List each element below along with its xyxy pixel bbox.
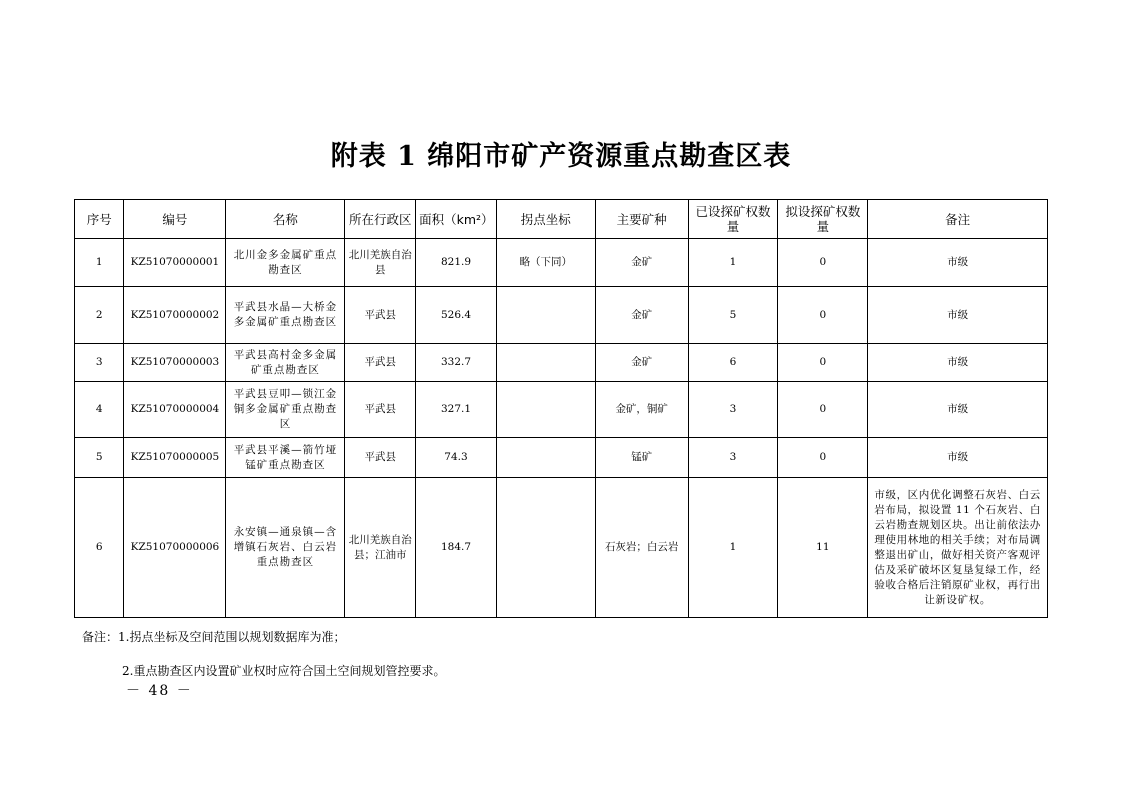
cell-region: 北川羌族自治县 bbox=[345, 239, 416, 287]
cell-coords bbox=[496, 287, 595, 344]
cell-mineral: 金矿 bbox=[595, 287, 688, 344]
col-header-coords: 拐点坐标 bbox=[496, 200, 595, 239]
cell-region: 平武县 bbox=[345, 344, 416, 382]
col-header-mineral: 主要矿种 bbox=[595, 200, 688, 239]
cell-existing: 3 bbox=[688, 382, 778, 438]
col-header-no: 序号 bbox=[75, 200, 124, 239]
cell-mineral: 金矿 bbox=[595, 239, 688, 287]
table-header-row bbox=[75, 200, 1048, 239]
cell-mineral: 金矿，铜矿 bbox=[595, 382, 688, 438]
cell-mineral: 石灰岩；白云岩 bbox=[595, 478, 688, 618]
col-header-region: 所在行政区 bbox=[345, 200, 416, 239]
col-header-area: 面积（km²） bbox=[416, 200, 497, 239]
cell-coords bbox=[496, 438, 595, 478]
cell-planned: 0 bbox=[778, 344, 868, 382]
cell-remark: 市级 bbox=[868, 239, 1048, 287]
note-label: 备注： bbox=[82, 630, 119, 644]
table-row bbox=[75, 239, 1048, 287]
cell-remark: 市级 bbox=[868, 287, 1048, 344]
cell-area: 327.1 bbox=[416, 382, 497, 438]
cell-code: KZ51070000003 bbox=[124, 344, 226, 382]
cell-area: 821.9 bbox=[416, 239, 497, 287]
cell-no: 3 bbox=[75, 344, 124, 382]
cell-existing: 1 bbox=[688, 478, 778, 618]
table-row bbox=[75, 287, 1048, 344]
cell-code: KZ51070000001 bbox=[124, 239, 226, 287]
cell-existing: 6 bbox=[688, 344, 778, 382]
table-row bbox=[75, 438, 1048, 478]
note-2: 2.重点勘查区内设置矿业权时应符合国土空间规划管控要求。 bbox=[122, 664, 446, 678]
cell-name: 永安镇—通泉镇—含增镇石灰岩、白云岩重点勘查区 bbox=[226, 478, 345, 618]
cell-name: 平武县高村金多金属矿重点勘查区 bbox=[226, 344, 345, 382]
cell-existing: 3 bbox=[688, 438, 778, 478]
table-row bbox=[75, 344, 1048, 382]
cell-coords: 略（下同） bbox=[496, 239, 595, 287]
cell-code: KZ51070000005 bbox=[124, 438, 226, 478]
cell-name: 平武县平溪—箭竹垭锰矿重点勘查区 bbox=[226, 438, 345, 478]
cell-mineral: 金矿 bbox=[595, 344, 688, 382]
cell-name: 平武县水晶—大桥金多金属矿重点勘查区 bbox=[226, 287, 345, 344]
cell-coords bbox=[496, 478, 595, 618]
cell-name: 北川金多金属矿重点勘查区 bbox=[226, 239, 345, 287]
cell-area: 526.4 bbox=[416, 287, 497, 344]
note-1 bbox=[82, 620, 445, 654]
cell-existing: 5 bbox=[688, 287, 778, 344]
cell-area: 332.7 bbox=[416, 344, 497, 382]
cell-name: 平武县豆叩—锁江金铜多金属矿重点勘查区 bbox=[226, 382, 345, 438]
cell-area: 184.7 bbox=[416, 478, 497, 618]
cell-coords bbox=[496, 344, 595, 382]
cell-no: 2 bbox=[75, 287, 124, 344]
cell-planned: 11 bbox=[778, 478, 868, 618]
cell-coords bbox=[496, 382, 595, 438]
table-notes bbox=[82, 620, 445, 688]
cell-planned: 0 bbox=[778, 382, 868, 438]
note-1-text: 1.拐点坐标及空间范围以规划数据库为准； bbox=[118, 630, 346, 644]
cell-no: 5 bbox=[75, 438, 124, 478]
cell-no: 6 bbox=[75, 478, 124, 618]
cell-remark: 市级，区内优化调整石灰岩、白云岩布局，拟设置 11 个石灰岩、白云岩勘查规划区块。出让前依法办理使用林地的相关手续；对布局调整退出矿山，做好相关资产客观评估及采矿破坏区复垦复绿工作，经验收合格后注销原矿业权，再行出让新设矿权。 bbox=[868, 478, 1048, 618]
col-header-remark: 备注 bbox=[868, 200, 1048, 239]
cell-remark: 市级 bbox=[868, 438, 1048, 478]
cell-code: KZ51070000002 bbox=[124, 287, 226, 344]
cell-code: KZ51070000004 bbox=[124, 382, 226, 438]
cell-remark: 市级 bbox=[868, 344, 1048, 382]
cell-no: 4 bbox=[75, 382, 124, 438]
table-row bbox=[75, 382, 1048, 438]
cell-existing: 1 bbox=[688, 239, 778, 287]
page-title: 附表 1 绵阳市矿产资源重点勘查区表 bbox=[330, 141, 792, 172]
cell-region: 北川羌族自治县；江油市 bbox=[345, 478, 416, 618]
cell-planned: 0 bbox=[778, 239, 868, 287]
page-number: － 48 － bbox=[126, 683, 193, 699]
col-header-planned: 拟设探矿权数量 bbox=[778, 200, 868, 239]
cell-no: 1 bbox=[75, 239, 124, 287]
cell-region: 平武县 bbox=[345, 287, 416, 344]
cell-region: 平武县 bbox=[345, 438, 416, 478]
col-header-name: 名称 bbox=[226, 200, 345, 239]
cell-planned: 0 bbox=[778, 287, 868, 344]
table-row bbox=[75, 478, 1048, 618]
cell-mineral: 锰矿 bbox=[595, 438, 688, 478]
cell-area: 74.3 bbox=[416, 438, 497, 478]
cell-code: KZ51070000006 bbox=[124, 478, 226, 618]
cell-remark: 市级 bbox=[868, 382, 1048, 438]
col-header-existing: 已设探矿权数量 bbox=[688, 200, 778, 239]
cell-region: 平武县 bbox=[345, 382, 416, 438]
exploration-area-table bbox=[74, 199, 1048, 618]
col-header-code: 编号 bbox=[124, 200, 226, 239]
cell-planned: 0 bbox=[778, 438, 868, 478]
